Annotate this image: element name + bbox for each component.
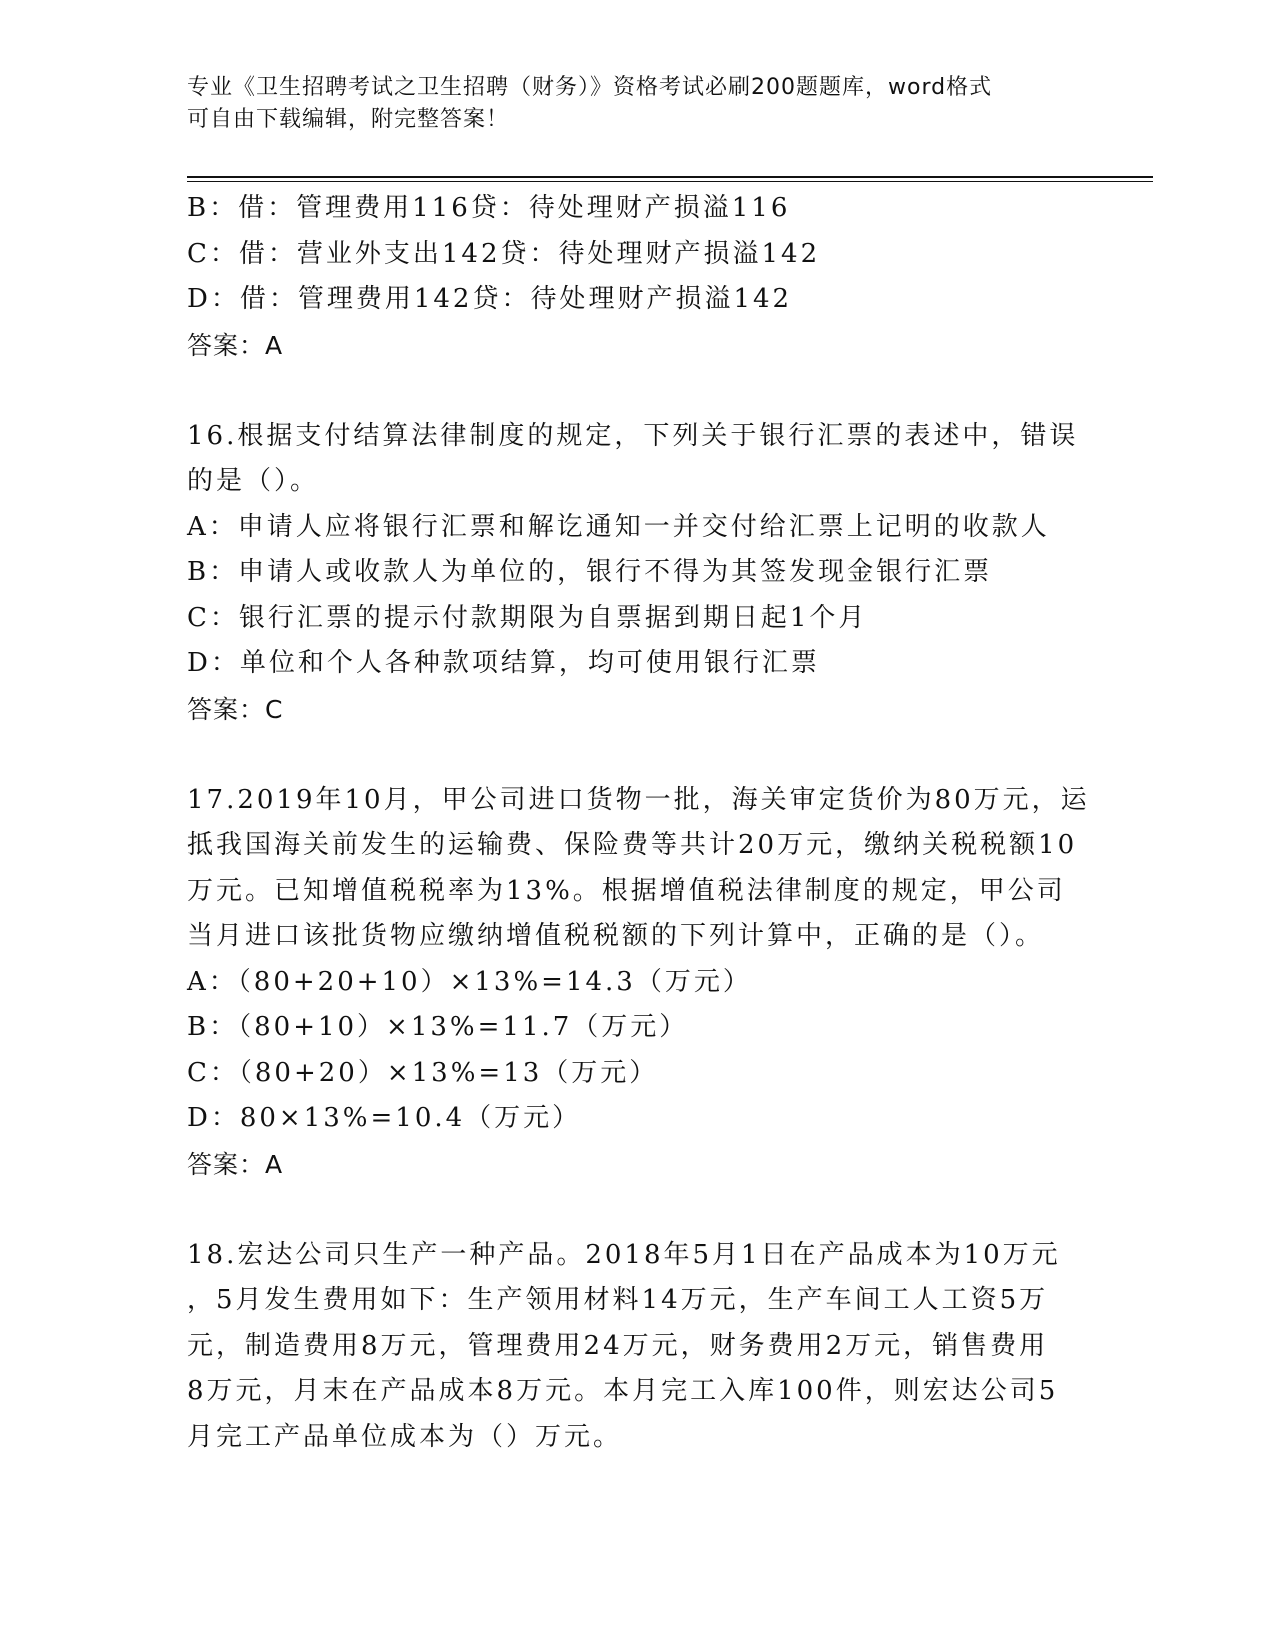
answer: 答案：A bbox=[187, 1149, 284, 1179]
question-stem-line: 8万元，月末在产品成本8万元。本月完工入库100件，则宏达公司5 bbox=[187, 1376, 1059, 1406]
document-header bbox=[187, 72, 1067, 136]
question-15-continued bbox=[187, 186, 1087, 368]
spacer bbox=[187, 1187, 1087, 1233]
answer: 答案：A bbox=[187, 330, 284, 360]
option-b: B：申请人或收款人为单位的，银行不得为其签发现金银行汇票 bbox=[187, 557, 993, 587]
question-stem-line: 抵我国海关前发生的运输费、保险费等共计20万元，缴纳关税税额10 bbox=[187, 830, 1078, 860]
option-c: C：（80+20）×13%=13（万元） bbox=[187, 1057, 659, 1088]
document-body bbox=[187, 186, 1090, 1460]
question-stem-line: ，5月发生费用如下：生产领用材料14万元，生产车间工人工资5万 bbox=[187, 1285, 1049, 1315]
header-rule-thick bbox=[187, 176, 1153, 178]
option-d: D：借：管理费用142贷：待处理财产损溢142 bbox=[187, 284, 793, 314]
question-stem-line: 月完工产品单位成本为（）万元。 bbox=[187, 1421, 623, 1452]
header-rule-thin bbox=[187, 181, 1153, 182]
option-d: D：80×13%=10.4（万元） bbox=[187, 1103, 582, 1133]
option-c: C：银行汇票的提示付款期限为自票据到期日起1个月 bbox=[187, 602, 868, 633]
question-16 bbox=[187, 414, 1087, 733]
question-stem-line: 当月进口该批货物应缴纳增值税税额的下列计算中，正确的是（）。 bbox=[187, 921, 1045, 951]
option-d: D：单位和个人各种款项结算，均可使用银行汇票 bbox=[187, 648, 820, 678]
question-stem-line: 16.根据支付结算法律制度的规定，下列关于银行汇票的表述中，错误 bbox=[187, 420, 1079, 451]
question-stem-line: 18.宏达公司只生产一种产品。2018年5月1日在产品成本为10万元 bbox=[187, 1239, 1061, 1270]
spacer bbox=[187, 732, 1087, 778]
question-stem-line: 万元。已知增值税税率为13%。根据增值税法律制度的规定，甲公司 bbox=[187, 875, 1066, 906]
question-17 bbox=[187, 778, 1090, 1188]
option-c: C：借：营业外支出142贷：待处理财产损溢142 bbox=[187, 238, 821, 269]
question-18 bbox=[187, 1233, 1087, 1461]
spacer bbox=[187, 368, 1087, 414]
option-b: B：借：管理费用116贷：待处理财产损溢116 bbox=[187, 193, 791, 223]
header-line-2: 可自由下载编辑，附完整答案！ bbox=[187, 107, 510, 132]
option-b: B：（80+10）×13%=11.7（万元） bbox=[187, 1012, 689, 1042]
option-a: A：申请人应将银行汇票和解讫通知一并交付给汇票上记明的收款人 bbox=[187, 511, 1050, 542]
option-a: A：（80+20+10）×13%=14.3（万元） bbox=[187, 966, 752, 997]
question-stem-line: 的是（）。 bbox=[187, 466, 320, 496]
question-stem-line: 17.2019年10月，甲公司进口货物一批，海关审定货价为80万元，运 bbox=[187, 784, 1090, 815]
header-line-1: 专业《卫生招聘考试之卫生招聘（财务）》资格考试必刷200题题库，word格式 bbox=[187, 75, 993, 100]
question-stem-line: 元，制造费用8万元，管理费用24万元，财务费用2万元，销售费用 bbox=[187, 1330, 1049, 1361]
answer: 答案：C bbox=[187, 694, 284, 724]
